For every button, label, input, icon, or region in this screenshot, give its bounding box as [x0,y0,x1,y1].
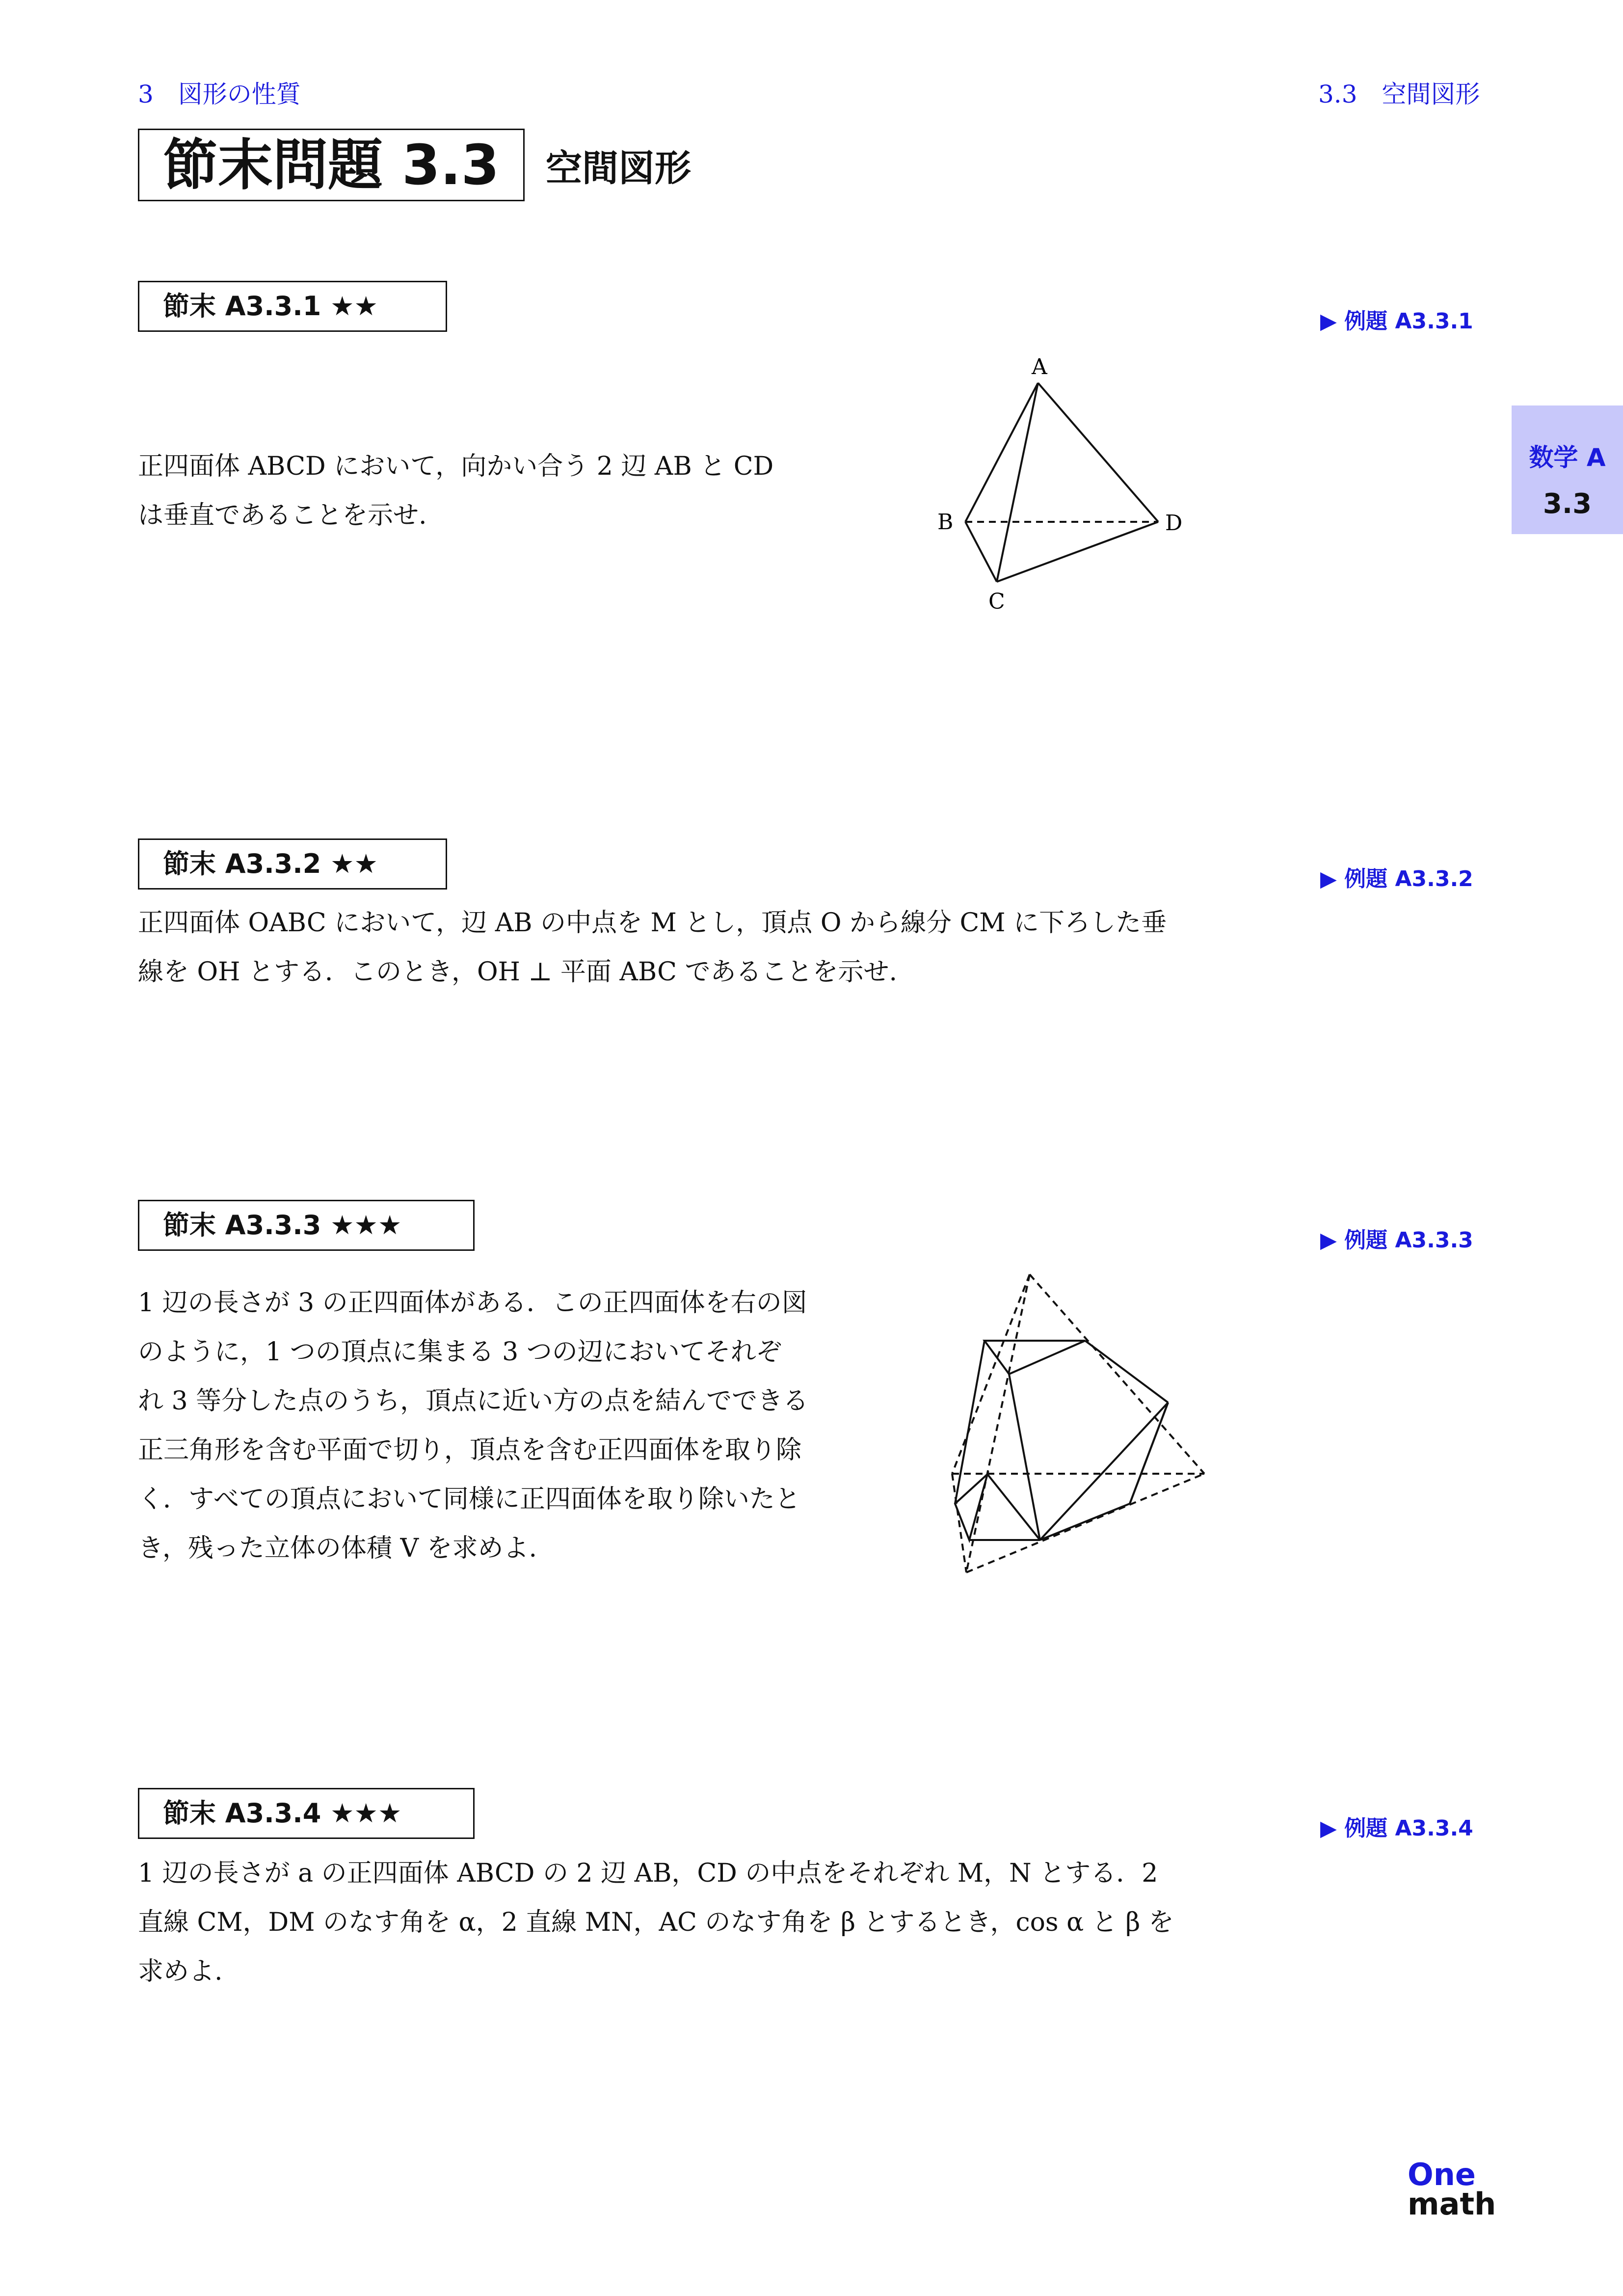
problem-label-2: 節末 A3.3.2 ★★ [138,838,447,890]
truncated-tetrahedron-figure [898,1257,1222,1591]
vertex-label-a: A [1032,354,1047,379]
problem-3-line: れ 3 等分した点のうち，頂点に近い方の点を結んでできる [138,1386,809,1416]
side-tab[interactable] [1512,405,1623,534]
example-link-4[interactable]: ▶ 例題 A3.3.4 [1320,1816,1473,1841]
problem-3-line: 1 辺の長さが 3 の正四面体がある．この正四面体を右の図 [138,1288,807,1318]
logo-line-one: One [1408,2157,1476,2192]
edge-cd [997,522,1158,582]
vertex-label-b: B [937,510,954,535]
problem-2-line: 正四面体 OABC において，辺 AB の中点を M とし，頂点 O から線分 CM に下ろした垂 [138,908,1167,938]
problem-1-line: は垂直であることを示せ. [138,501,427,530]
problem-3-line: のように，1 つの頂点に集まる 3 つの辺においてそれぞ [138,1337,782,1367]
problem-label-1: 節末 A3.3.1 ★★ [138,281,447,332]
side-tab-section: 3.3 [1543,488,1592,520]
problem-label-3: 節末 A3.3.3 ★★★ [138,1200,475,1251]
vertex-label-d: D [1165,511,1183,536]
section-subtitle: 空間図形 [546,147,691,189]
problem-text-1 [138,442,773,540]
problem-3-line: く．すべての頂点において同様に正四面体を取り除いたと [138,1485,800,1514]
problem-text-2 [138,898,1167,997]
header-section: 3.3 空間図形 [1318,80,1480,108]
problem-3-line: 正三角形を含む平面で切り，頂点を含む正四面体を取り除 [138,1435,802,1465]
edge-ac [997,383,1038,582]
truncated-solid-edges [955,1341,1168,1540]
example-link-1[interactable]: ▶ 例題 A3.3.1 [1320,309,1473,334]
problem-4-line: 直線 CM，DM のなす角を α，2 直線 MN，AC のなす角を β とするとき，cos α と β を [138,1908,1174,1937]
problem-text-4 [138,1849,1174,1996]
problem-label-4: 節末 A3.3.4 ★★★ [138,1788,475,1839]
problem-4-line: 1 辺の長さが a の正四面体 ABCD の 2 辺 AB，CD の中点をそれぞれ M，N とする．2 [138,1859,1158,1888]
tetrahedron-figure [923,353,1197,628]
side-tab-subject: 数学 A [1529,443,1606,472]
problem-text-3 [138,1278,808,1573]
edge-bc [965,522,997,582]
section-title-box: 節末問題 3.3 [138,129,525,201]
logo-line-math: math [1408,2186,1496,2222]
header-chapter: 3 図形の性質 [138,80,301,108]
onemath-logo [1408,2157,1496,2222]
original-tetrahedron-dashed [952,1274,1204,1572]
problem-4-line: 求めよ. [138,1957,223,1986]
problem-3-line: き，残った立体の体積 V を求めよ. [138,1534,537,1563]
example-link-3[interactable]: ▶ 例題 A3.3.3 [1320,1228,1473,1253]
vertex-label-c: C [988,589,1005,614]
edge-ab [965,383,1038,522]
problem-2-line: 線を OH とする．このとき，OH ⊥ 平面 ABC であることを示せ. [138,957,898,987]
problem-1-line: 正四面体 ABCD において，向かい合う 2 辺 AB と CD [138,452,774,481]
edge-ad [1038,383,1158,522]
example-link-2[interactable]: ▶ 例題 A3.3.2 [1320,866,1473,891]
